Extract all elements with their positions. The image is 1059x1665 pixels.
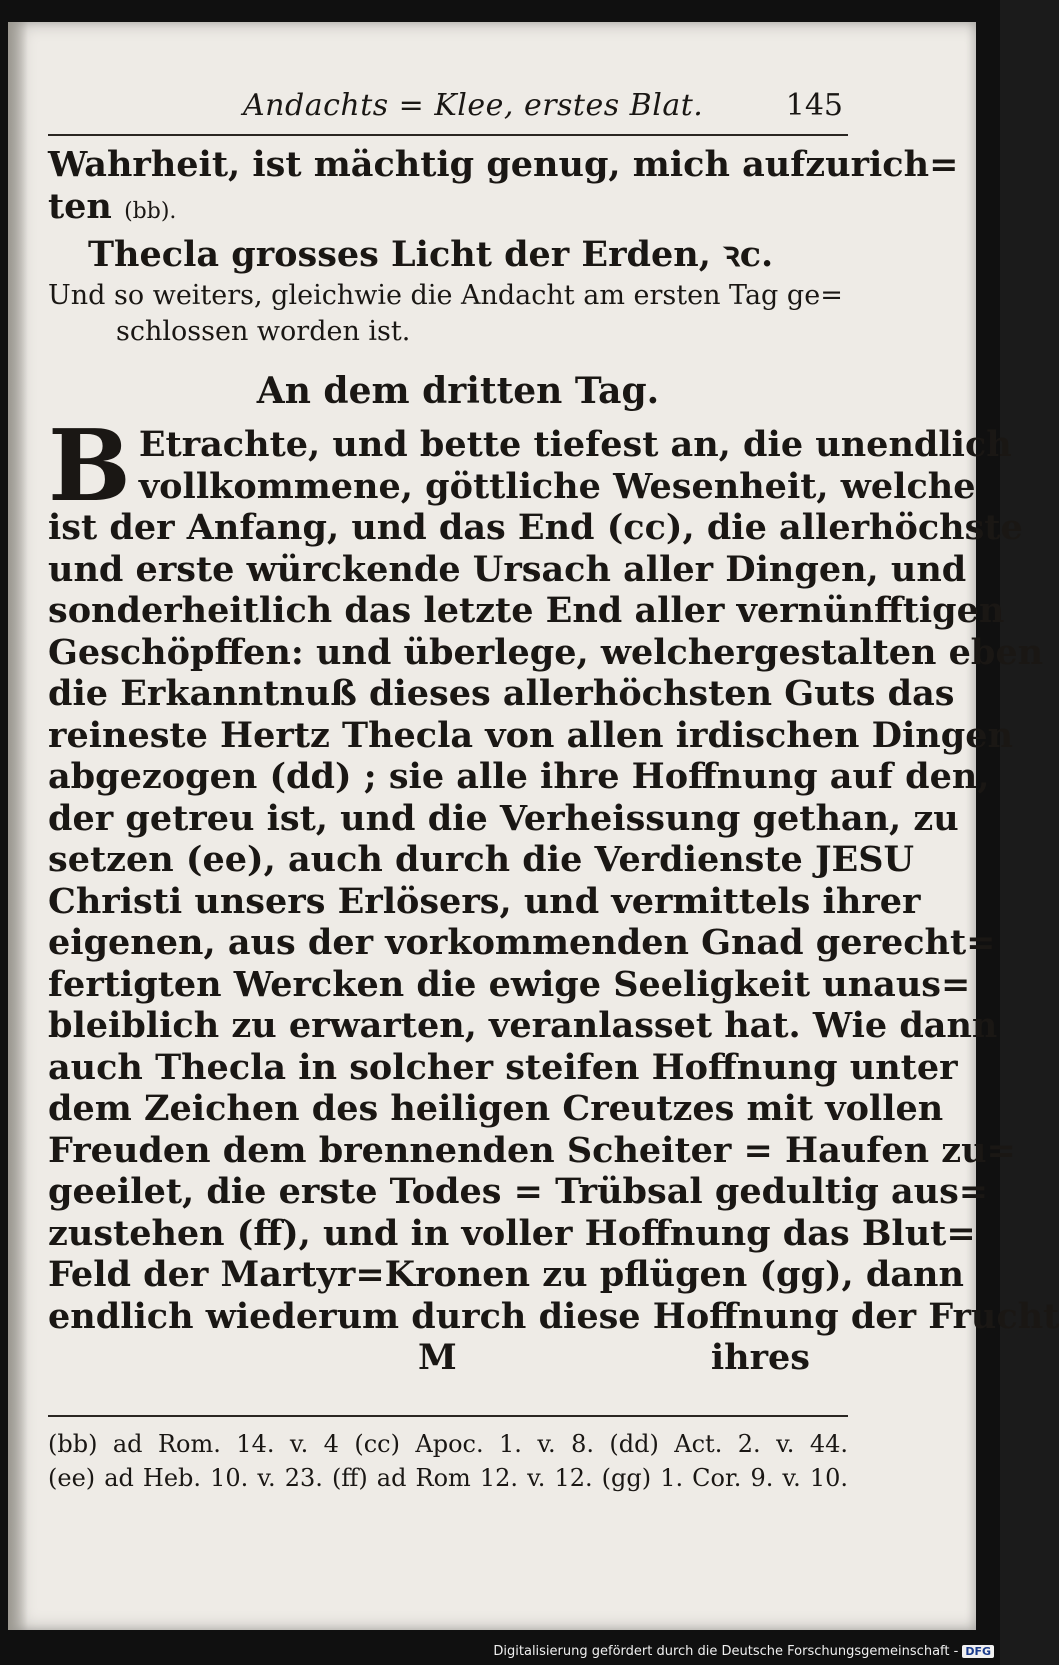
catch-line: [48, 1337, 848, 1381]
text-line: Wahrheit, ist mächtig genug, mich aufzurich=: [48, 144, 959, 185]
text-line: und erste würckende Ursach aller Dingen, und: [48, 548, 967, 590]
dfg-logo: DFG: [962, 1645, 994, 1658]
text-line: zustehen (ff), und in voller Hoffnung das Blut=: [48, 1212, 976, 1254]
text-line: geeilet, die erste Todes = Trübsal gedultig aus=: [48, 1171, 989, 1212]
text-line: vollkommene, göttliche Wesenheit, welche: [138, 465, 976, 507]
section-title: An dem dritten Tag.: [256, 370, 660, 412]
digitization-credit: [493, 1644, 994, 1659]
text-line: ist der Anfang, und das End (cc), die allerhöchste: [48, 507, 1023, 548]
page-header: [48, 82, 848, 136]
footnotes: [48, 1427, 848, 1495]
drop-cap-lines: [48, 409, 1012, 524]
text-line: der getreu ist, und die Verheissung gethan, zu: [48, 797, 959, 839]
section-body: [48, 409, 1059, 1337]
text-line: dem Zeichen des heiligen Creutzes mit vollen: [48, 1088, 944, 1129]
text-line: sonderheitlich das letzte End aller vernünfftigen: [48, 590, 1005, 631]
text-line: Etrachte, und bette tiefest an, die unendlich: [138, 424, 1012, 465]
footnote-divider: [48, 1415, 848, 1417]
text-line: Geschöpffen: und überlege, welchergestalten eben: [48, 631, 1044, 673]
instruction-note: [48, 278, 848, 350]
continued-paragraph: [48, 144, 959, 232]
signature-mark: M: [418, 1337, 457, 1378]
page-number: 145: [785, 88, 843, 123]
footnote-line: (ee) ad Heb. 10. v. 23. (ff) ad Rom 12. v. 12. (gg) 1. Cor. 9. v. 10.: [48, 1464, 848, 1492]
note-line: Und so weiters, gleichwie die Andacht am ersten Tag ge=: [48, 280, 843, 311]
footnote-ref-bb: (bb).: [124, 198, 177, 224]
text-line: auch Thecla in solcher steifen Hoffnung unter: [48, 1046, 958, 1088]
text-line: eigenen, aus der vorkommenden Gnad gerecht=: [48, 922, 996, 963]
page-gutter: [8, 22, 28, 1630]
footnote-line: (bb) ad Rom. 14. v. 4 (cc) Apoc. 1. v. 8. (dd) Act. 2. v. 44.: [48, 1430, 848, 1458]
text-line: setzen (ee), auch durch die Verdienste JESU: [48, 839, 915, 880]
refrain-line: Thecla grosses Licht der Erden, ꝛc.: [88, 234, 774, 275]
text-line: Christi unsers Erlösers, und vermittels ihrer: [48, 880, 921, 922]
text-line: abgezogen (dd) ; sie alle ihre Hoffnung auf den,: [48, 756, 990, 797]
text-block: [48, 82, 1059, 1495]
drop-cap: B: [48, 409, 131, 524]
text-line: reineste Hertz Thecla von allen irdischen Dingen: [48, 714, 1013, 756]
note-line: schlossen worden ist.: [116, 316, 411, 347]
text-line: [48, 186, 848, 233]
catchword: ihres: [710, 1337, 810, 1378]
text-line: bleiblich zu erwarten, veranlasset hat. Wie dann: [48, 1005, 998, 1046]
text-line-fragment: ten: [48, 185, 125, 227]
text-line: fertigten Wercken die ewige Seeligkeit unaus=: [48, 963, 971, 1005]
text-line: Freuden dem brennenden Scheiter = Haufen zu=: [48, 1129, 1016, 1171]
text-line: die Erkanntnuß dieses allerhöchsten Guts das: [48, 673, 955, 714]
text-line: Feld der Martyr=Kronen zu pflügen (gg), dann: [48, 1254, 964, 1295]
credit-text: Digitalisierung gefördert durch die Deutsche Forschungsgemeinschaft -: [493, 1644, 959, 1659]
running-head: Andachts = Klee, erstes Blat.: [243, 88, 704, 123]
text-line: endlich wiederum durch diese Hoffnung der Frucht: [48, 1295, 1059, 1337]
